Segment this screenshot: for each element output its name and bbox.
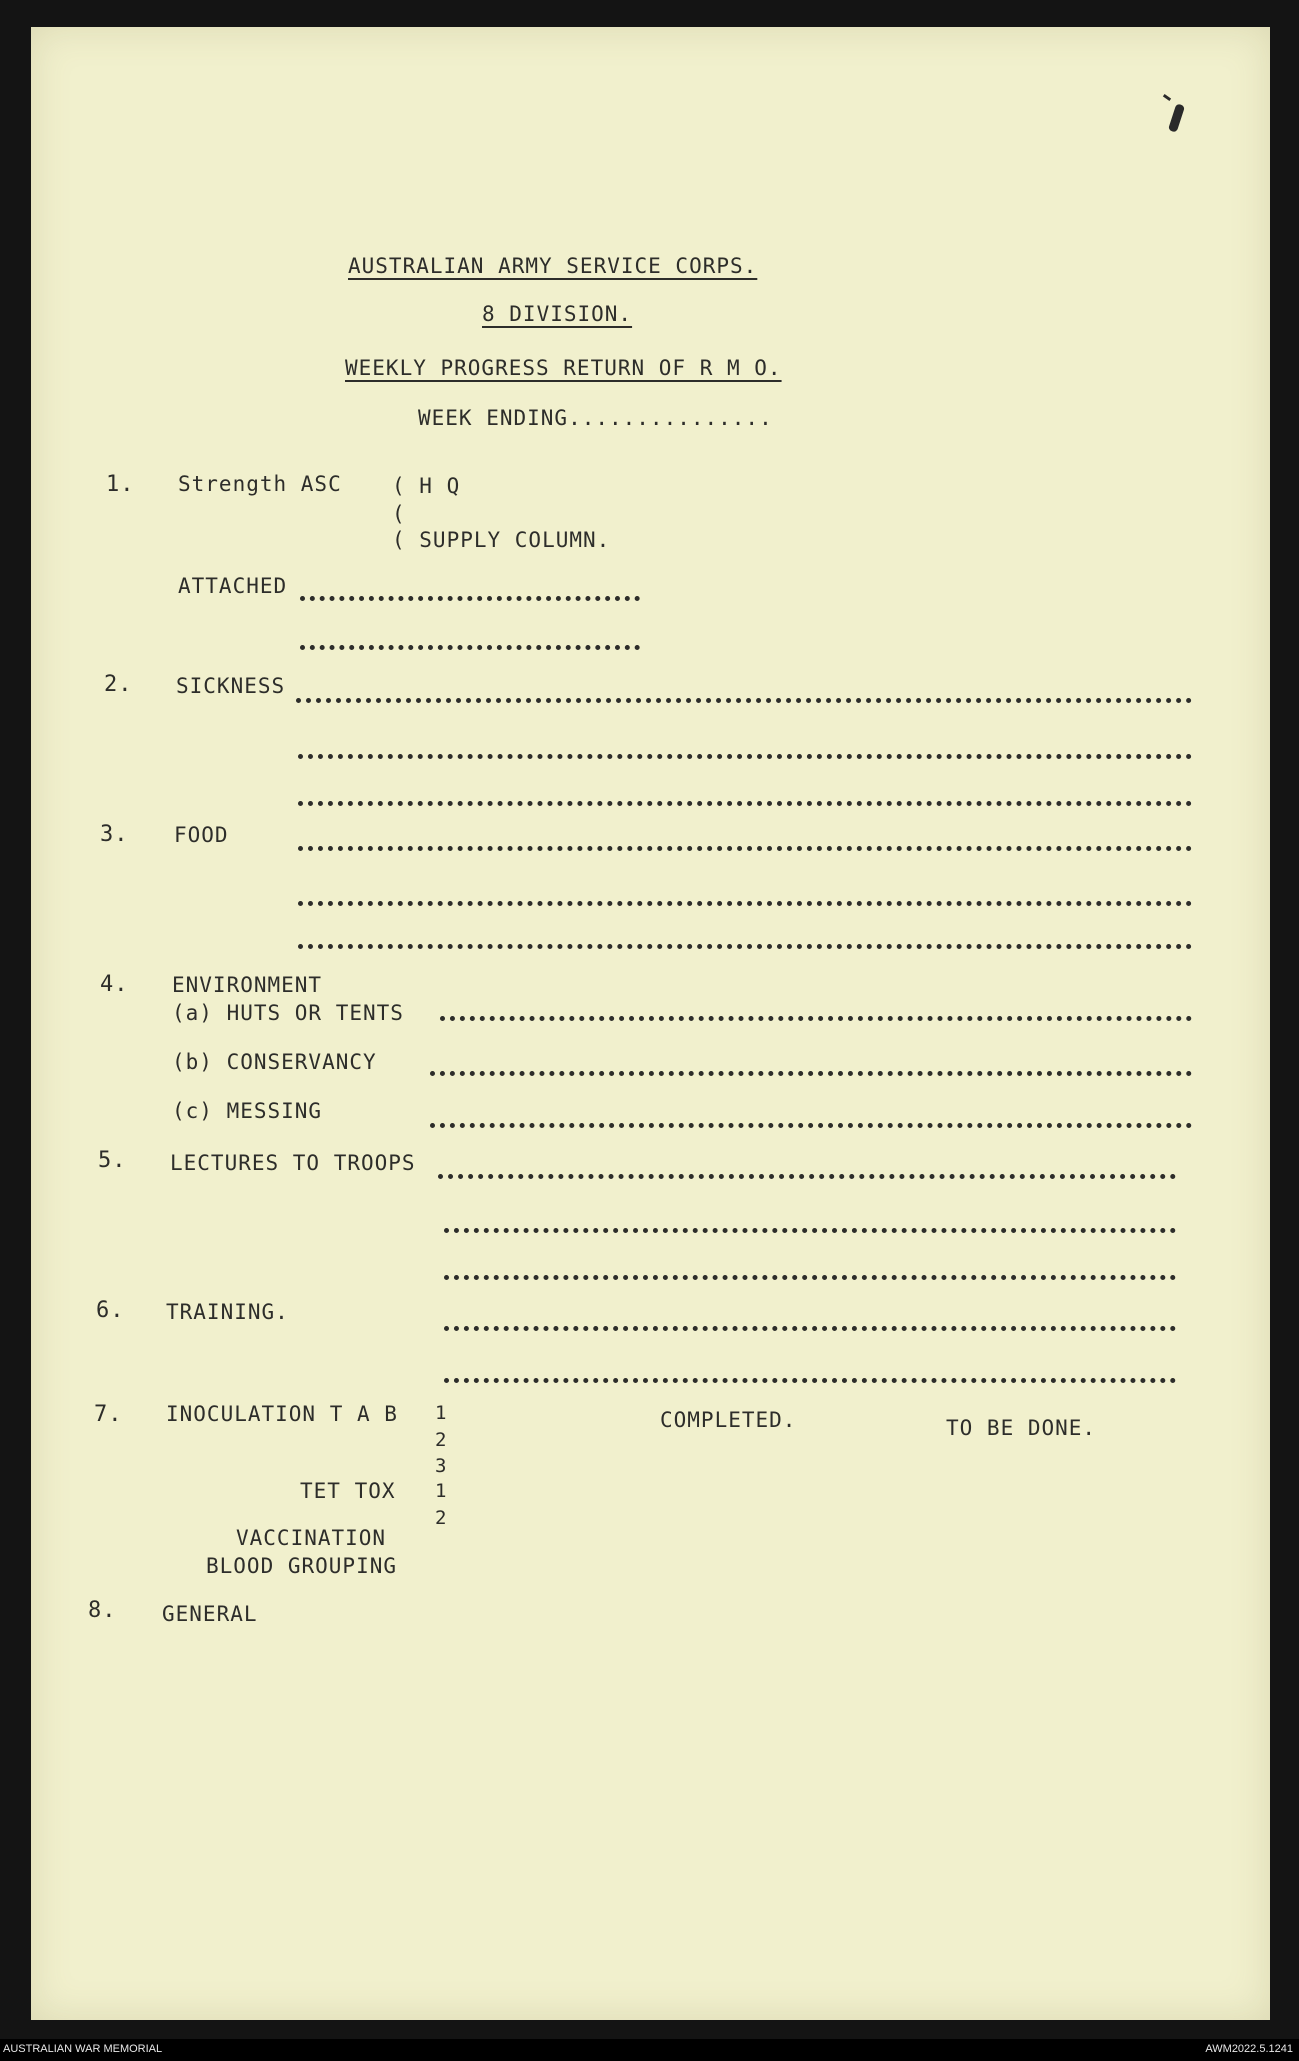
item-1-paren: (: [392, 502, 406, 526]
title-return-text: WEEKLY PROGRESS RETURN OF R M O.: [345, 356, 782, 380]
item-1-supply-column: ( SUPPLY COLUMN.: [392, 528, 611, 552]
lectures-line-2: [444, 1228, 1176, 1233]
title-division: 8 DIVISION.: [482, 302, 633, 326]
item-4b: (b) CONSERVANCY: [172, 1050, 377, 1074]
item-6-label: TRAINING.: [166, 1300, 289, 1324]
week-ending: WEEK ENDING...............: [418, 406, 773, 430]
food-line-3: [298, 944, 1192, 949]
footer-accession: AWM2022.5.1241: [1205, 2043, 1293, 2055]
sickness-line-1: [296, 698, 1192, 703]
item-7-label: INOCULATION T A B: [166, 1402, 398, 1426]
item-1-label: Strength ASC: [178, 472, 342, 496]
footer-credit: AUSTRALIAN WAR MEMORIAL: [3, 2043, 163, 2055]
item-4a: (a) HUTS OR TENTS: [172, 1001, 404, 1025]
sickness-line-2: [298, 754, 1192, 759]
vaccination-label: VACCINATION: [236, 1526, 387, 1550]
lectures-line-3: [444, 1275, 1176, 1280]
tab-dose-2: 2: [435, 1429, 448, 1451]
item-8-number: 8.: [88, 1598, 117, 1623]
attached-line-1: [300, 596, 640, 601]
item-3-number: 3.: [100, 822, 129, 847]
item-1-number: 1.: [106, 472, 135, 497]
item-2-label: SICKNESS: [176, 674, 286, 698]
to-be-done-heading: TO BE DONE.: [946, 1416, 1097, 1440]
item-4c: (c) MESSING: [172, 1099, 323, 1123]
item-5-number: 5.: [98, 1148, 127, 1173]
tab-dose-1: 1: [435, 1402, 448, 1424]
conservancy-line: [430, 1071, 1192, 1076]
sickness-line-3: [298, 801, 1192, 806]
item-2-number: 2.: [104, 672, 133, 697]
item-6-number: 6.: [96, 1298, 125, 1323]
title-return: [345, 358, 782, 379]
footer-bar: [0, 2039, 1299, 2061]
item-7-number: 7.: [94, 1402, 123, 1427]
item-8-label: GENERAL: [162, 1602, 258, 1626]
tet-tox-label: TET TOX: [300, 1479, 396, 1503]
item-3-label: FOOD: [174, 823, 229, 847]
blood-grouping-label: BLOOD GROUPING: [206, 1554, 398, 1578]
item-4-label: ENVIRONMENT: [172, 973, 323, 997]
item-5-label: LECTURES TO TROOPS: [170, 1151, 416, 1175]
item-1-hq: ( H Q: [392, 474, 461, 498]
messing-line: [430, 1123, 1192, 1128]
title-corps: AUSTRALIAN ARMY SERVICE CORPS.: [348, 254, 758, 278]
tab-dose-3: 3: [435, 1455, 448, 1477]
food-line-2: [298, 901, 1192, 906]
attached-line-2: [300, 645, 640, 650]
food-line-1: [298, 846, 1192, 851]
lectures-line-1: [438, 1174, 1176, 1179]
training-line-1: [444, 1326, 1176, 1331]
training-line-2: [444, 1378, 1176, 1383]
item-1-attached: ATTACHED: [178, 574, 288, 598]
completed-heading: COMPLETED.: [660, 1408, 797, 1432]
tet-dose-1: 1: [435, 1480, 448, 1502]
huts-line: [440, 1016, 1192, 1021]
tet-dose-2: 2: [435, 1507, 448, 1529]
item-4-number: 4.: [100, 972, 129, 997]
